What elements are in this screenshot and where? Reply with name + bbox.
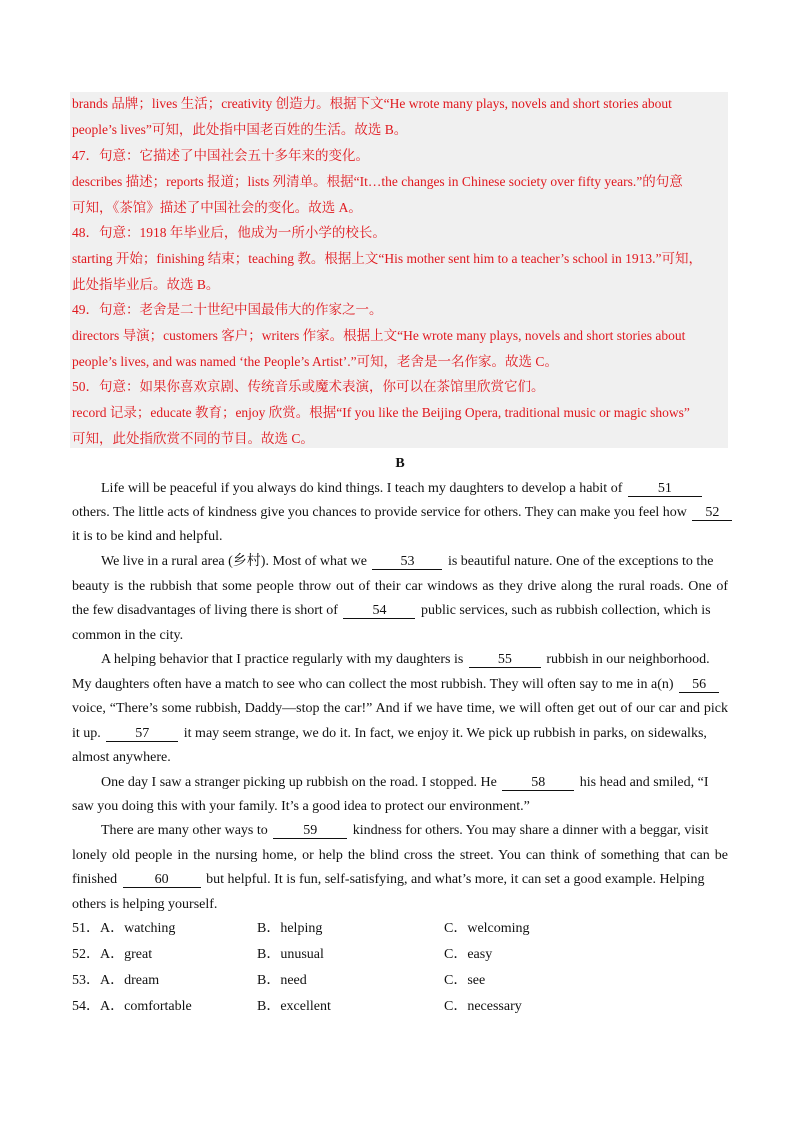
question-number: 51． [72, 921, 100, 936]
passage-line [72, 676, 721, 694]
passage-line: lonely old people in the nursing home, or help the blind cross the street. You can think of something that can be [72, 848, 728, 863]
question-options-52 [72, 946, 728, 964]
question-number: 54． [72, 999, 100, 1014]
passage-text: One day I saw a stranger picking up rubbish on the road. I stopped. He [101, 775, 497, 790]
passage-line: saw you doing this with your family. It’s a good idea to protect our environment.” [72, 799, 530, 814]
answer-line: 47．句意：它描述了中国社会五十多年来的变化。 [72, 148, 369, 163]
answer-line: 48．句意：1918 年毕业后，他成为一所小学的校长。 [72, 225, 386, 240]
passage-text: it may seem strange, we do it. In fact, we enjoy it. We pick up rubbish in parks, on sidewalks, [183, 726, 707, 741]
passage-text: We live in a rural area (乡村). Most of what we [101, 554, 367, 569]
answer-line: 此处指毕业后。故选 B。 [72, 277, 220, 292]
passage-text: the few disadvantages of living there is short of [72, 603, 338, 618]
blank-52: 52 [692, 505, 732, 521]
answer-line: directors 导演；customers 客户；writers 作家。根据上文“He wrote many plays, novels and short stories about [72, 328, 686, 343]
passage-text: public services, such as rubbish collection, which is [420, 603, 711, 618]
option-b: B．need [257, 973, 307, 988]
option-b: B．helping [257, 921, 323, 936]
section-heading: B [395, 456, 405, 471]
option-c: C．easy [444, 947, 493, 962]
question-options-54 [72, 998, 728, 1016]
option-a: A．comfortable [100, 999, 192, 1014]
passage-text: There are many other ways to [101, 823, 268, 838]
option-c: C．see [444, 973, 486, 988]
blank-58: 58 [502, 775, 574, 791]
passage-line: it is to be kind and helpful. [72, 529, 223, 544]
blank-53: 53 [372, 554, 442, 570]
answer-line: 可知，《茶馆》描述了中国社会的变化。故选 A。 [72, 200, 362, 215]
question-number: 52． [72, 947, 100, 962]
question-options-51 [72, 920, 728, 938]
blank-59: 59 [273, 823, 347, 839]
blank-60: 60 [123, 872, 201, 888]
blank-51: 51 [628, 481, 702, 497]
passage-line: voice, “There’s some rubbish, Daddy—stop the car!” And if we have time, we will often get out of our car and pick [72, 701, 728, 716]
passage-line: others is helping yourself. [72, 897, 218, 912]
option-c: C．necessary [444, 999, 522, 1014]
passage-line [101, 651, 710, 669]
blank-54: 54 [343, 603, 415, 619]
passage-line [72, 602, 711, 620]
passage-line: almost anywhere. [72, 750, 171, 765]
passage-text: but helpful. It is fun, self-satisfying, and what’s more, it can set a good example. Helping [206, 872, 705, 887]
option-a: A．dream [100, 973, 160, 988]
passage-line [101, 553, 713, 571]
passage-text: is beautiful nature. One of the exceptions to the [447, 554, 714, 569]
passage-line [72, 504, 734, 522]
passage-line [101, 774, 708, 792]
passage-line: common in the city. [72, 628, 184, 643]
answer-line: people’s lives, and was named ‘the People’s Artist’.”可知，老舍是一名作家。故选 C。 [72, 354, 558, 369]
passage-text: finished [72, 872, 118, 887]
passage-text: rubbish in our neighborhood. [546, 652, 710, 667]
option-c: C．welcoming [444, 921, 530, 936]
passage-text: others. The little acts of kindness give you chances to provide service for others. They can make you feel how [72, 505, 687, 520]
passage-line [101, 822, 708, 840]
answer-line: describes 描述；reports 报道；lists 列清单。根据“It…the changes in Chinese society over fifty years.”的句意 [72, 174, 683, 189]
blank-56: 56 [679, 677, 719, 693]
passage-line [101, 480, 704, 498]
passage-text: it up. [72, 726, 101, 741]
answer-line: brands 品牌；lives 生活；creativity 创造力。根据下文“He wrote many plays, novels and short stories about [72, 96, 672, 111]
option-b: B．excellent [257, 999, 331, 1014]
question-number: 53． [72, 973, 100, 988]
passage-line: beauty is the rubbish that some people throw out of their car windows as they drive along the rural roads. One of [72, 579, 728, 594]
passage-line [72, 871, 705, 889]
passage-text: kindness for others. You may share a dinner with a beggar, visit [352, 823, 709, 838]
answer-line: starting 开始；finishing 结束；teaching 教。根据上文“His mother sent him to a teacher’s school in 1913.”可知， [72, 251, 703, 266]
answer-line: 49．句意：老舍是二十世纪中国最伟大的作家之一。 [72, 302, 383, 317]
passage-text: A helping behavior that I practice regularly with my daughters is [101, 652, 464, 667]
passage-text: Life will be peaceful if you always do kind things. I teach my daughters to develop a habit of [101, 481, 623, 496]
option-a: A．great [100, 947, 153, 962]
question-options-53 [72, 972, 728, 990]
answer-line: 50．句意：如果你喜欢京剧、传统音乐或魔术表演，你可以在茶馆里欣赏它们。 [72, 379, 545, 394]
passage-text: My daughters often have a match to see who can collect the most rubbish. They will often say to me in a(n) [72, 677, 674, 692]
passage-line [72, 725, 707, 743]
answer-line: 可知，此处指欣赏不同的节目。故选 C。 [72, 431, 314, 446]
answer-line: record 记录；educate 教育；enjoy 欣赏。根据“If you like the Beijing Opera, traditional music or magic shows” [72, 405, 690, 420]
answer-line: people’s lives”可知，此处指中国老百姓的生活。故选 B。 [72, 122, 408, 137]
blank-57: 57 [106, 726, 178, 742]
option-b: B．unusual [257, 947, 324, 962]
option-a: A．watching [100, 921, 176, 936]
passage-text: his head and smiled, “I [579, 775, 709, 790]
blank-55: 55 [469, 652, 541, 668]
